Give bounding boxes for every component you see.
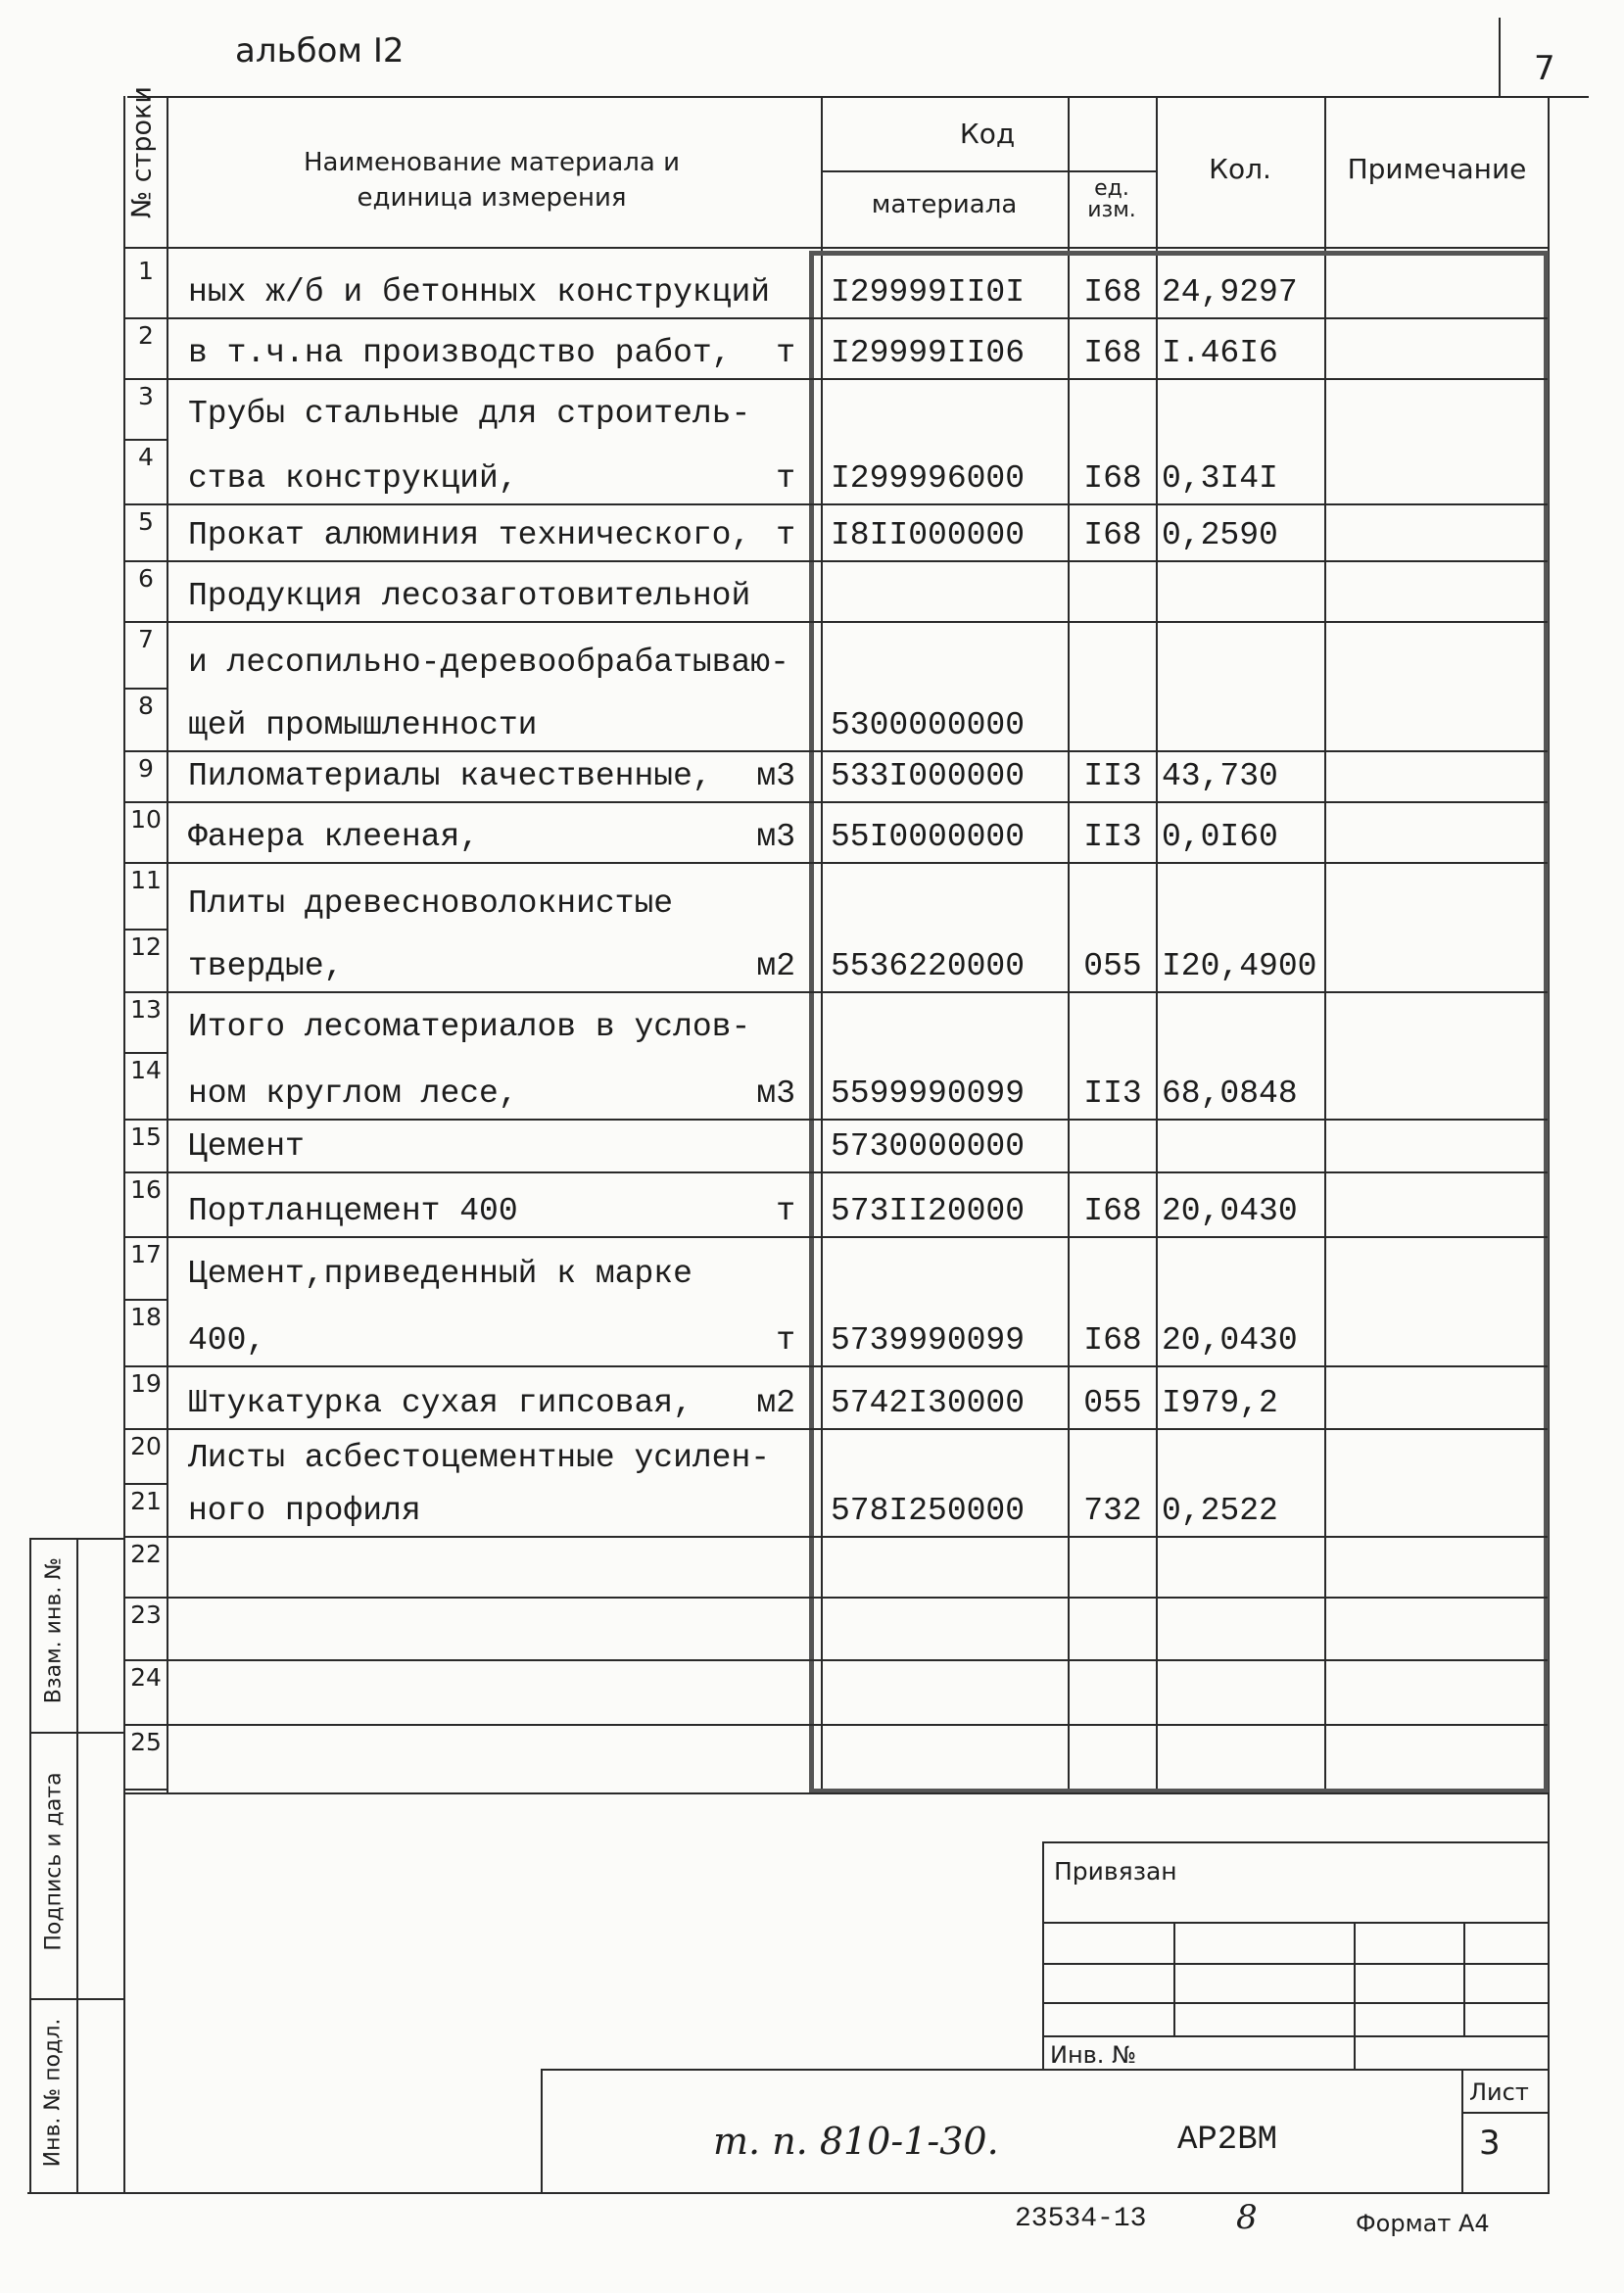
row-number: 23: [130, 1600, 162, 1629]
row-code: I8II000000: [831, 517, 1026, 553]
row-rule: [167, 750, 1548, 752]
row-code: 55I0000000: [831, 819, 1026, 855]
page-number: 7: [1534, 49, 1555, 88]
stamp-code: АР2ВМ: [1177, 2122, 1278, 2159]
row-number-rule: [123, 929, 167, 931]
row-number: 19: [130, 1369, 162, 1398]
side-inv-orig: Инв. № подл.: [40, 2018, 66, 2168]
row-number-rule: [123, 1365, 167, 1367]
row-number-rule: [123, 1299, 167, 1301]
row-rule: [167, 503, 1548, 505]
row-code: 5300000000: [831, 707, 1026, 743]
row-code: I29999II0I: [831, 274, 1026, 311]
row-rule: [167, 801, 1548, 803]
row-rule: [167, 1119, 1548, 1121]
stamp-sheet-left: [1461, 2069, 1463, 2192]
row-name: Трубы стальные для строитель-: [188, 396, 751, 432]
stamp-top: [1042, 1841, 1548, 1843]
row-qty: 24,9297: [1162, 274, 1298, 311]
row-name: ном круглом лесе,: [188, 1075, 518, 1112]
row-number-rule: [123, 688, 167, 690]
row-name: и лесопильно-деревообрабатываю-: [188, 645, 789, 681]
code-sub-line: [821, 170, 1156, 172]
row-name: Фанера клееная,: [188, 819, 480, 855]
row-name: твердые,: [188, 948, 344, 984]
row-unit: т: [776, 335, 795, 371]
row-code: 533I000000: [831, 758, 1026, 794]
row-unit-code: I68: [1083, 1193, 1142, 1229]
row-number-rule: [123, 801, 167, 803]
row-number: 20: [130, 1432, 162, 1460]
row-rule: [167, 1365, 1548, 1367]
row-rule: [167, 1597, 1548, 1599]
row-qty: 43,730: [1162, 758, 1278, 794]
corner-line: [1499, 18, 1501, 96]
row-qty: 20,0430: [1162, 1193, 1298, 1229]
col-line-unit: [1156, 96, 1158, 1792]
row-number-rule: [123, 1789, 167, 1791]
row-code: 5730000000: [831, 1128, 1026, 1165]
stamp-h4: [1042, 2035, 1548, 2037]
row-number-rule: [123, 1428, 167, 1430]
row-rule: [167, 1236, 1548, 1238]
row-number-rule: [123, 439, 167, 441]
row-number: 21: [130, 1487, 162, 1515]
row-number-rule: [123, 378, 167, 380]
row-unit-code: 055: [1083, 1385, 1142, 1421]
row-number-rule: [123, 317, 167, 319]
row-name: Пиломатериалы качественные,: [188, 758, 712, 794]
row-name: Плиты древесноволокнистые: [188, 885, 674, 922]
row-code: 573II20000: [831, 1193, 1026, 1229]
row-number-rule: [123, 1171, 167, 1173]
row-number: 8: [138, 692, 154, 720]
col-line-name: [821, 96, 823, 1792]
col-line-qty: [1324, 96, 1326, 1792]
stamp-v1: [1173, 1922, 1175, 2035]
footer-format: Формат А4: [1356, 2210, 1490, 2237]
side-left: [29, 1538, 31, 2194]
col-line-code: [1068, 96, 1070, 1792]
row-unit-code: 055: [1083, 948, 1142, 984]
row-number-rule: [123, 621, 167, 623]
row-number: 16: [130, 1175, 162, 1204]
row-code: 5742I30000: [831, 1385, 1026, 1421]
row-code: 5739990099: [831, 1322, 1026, 1359]
row-qty: 68,0848: [1162, 1075, 1298, 1112]
col-line-no: [167, 96, 168, 1792]
row-unit: м3: [756, 758, 795, 794]
row-name: Портланцемент 400: [188, 1193, 518, 1229]
row-name: Прокат алюминия технического,: [188, 517, 751, 553]
row-number-rule: [123, 1724, 167, 1726]
row-qty: I.46I6: [1162, 335, 1278, 371]
row-number: 22: [130, 1540, 162, 1568]
row-number: 4: [138, 443, 154, 471]
row-number: 5: [138, 507, 154, 536]
row-code: 5599990099: [831, 1075, 1026, 1112]
row-rule: [167, 1724, 1548, 1726]
footer-copy: 8: [1236, 2198, 1258, 2237]
row-number: 24: [130, 1663, 162, 1692]
stamp-h1: [1042, 1922, 1548, 1924]
row-number: 17: [130, 1240, 162, 1268]
stamp-sheet-no: 3: [1479, 2124, 1501, 2163]
row-number: 25: [130, 1728, 162, 1756]
row-qty: 0,3I4I: [1162, 460, 1278, 497]
row-number-rule: [123, 862, 167, 864]
frame-bottom: [27, 2192, 1550, 2194]
row-number-rule: [123, 750, 167, 752]
row-rule: [167, 621, 1548, 623]
row-unit: м2: [756, 1385, 795, 1421]
row-number: 2: [138, 321, 154, 350]
row-qty: I20,4900: [1162, 948, 1317, 984]
stamp-h2: [1042, 1963, 1548, 1965]
row-name: Цемент,приведенный к марке: [188, 1256, 693, 1292]
side-sep1: [29, 1732, 123, 1734]
row-number-rule: [123, 1052, 167, 1054]
row-number: 15: [130, 1123, 162, 1151]
row-rule: [167, 317, 1548, 319]
row-number: 14: [130, 1056, 162, 1084]
row-number-rule: [123, 1236, 167, 1238]
row-name: Листы асбестоцементные усилен-: [188, 1440, 771, 1476]
row-unit: м3: [756, 1075, 795, 1112]
stamp-sheet-label: Лист: [1469, 2078, 1529, 2106]
header-bottom: [123, 247, 1548, 249]
row-qty: I979,2: [1162, 1385, 1278, 1421]
row-number-rule: [123, 1536, 167, 1538]
row-code: 578I250000: [831, 1493, 1026, 1529]
row-number-rule: [123, 503, 167, 505]
row-number-rule: [123, 1597, 167, 1599]
row-unit-code: 732: [1083, 1493, 1142, 1529]
row-rule: [167, 862, 1548, 864]
row-qty: 0,2522: [1162, 1493, 1278, 1529]
row-name: ных ж/б и бетонных конструкций: [188, 274, 771, 311]
row-number-rule: [123, 560, 167, 562]
row-code: 5536220000: [831, 948, 1026, 984]
row-unit-code: I68: [1083, 1322, 1142, 1359]
row-unit-code: II3: [1083, 1075, 1142, 1112]
stamp-main-left: [541, 2069, 543, 2192]
row-number-rule: [123, 1659, 167, 1661]
row-unit: т: [776, 517, 795, 553]
row-unit: м2: [756, 948, 795, 984]
row-name: в т.ч.на производство работ,: [188, 335, 732, 371]
row-name: щей промышленности: [188, 707, 538, 743]
col-code-unit: ед. изм.: [1087, 176, 1136, 222]
row-qty: 20,0430: [1162, 1322, 1298, 1359]
row-name: Штукатурка сухая гипсовая,: [188, 1385, 693, 1421]
stamp-project: т. п. 810-1-30.: [713, 2120, 999, 2163]
row-unit-code: II3: [1083, 758, 1142, 794]
heavy-top: [809, 251, 1548, 256]
row-unit-code: I68: [1083, 517, 1142, 553]
row-name: 400,: [188, 1322, 266, 1359]
row-code: I29999II06: [831, 335, 1026, 371]
row-number: 9: [138, 754, 154, 783]
row-unit-code: II3: [1083, 819, 1142, 855]
row-number: 6: [138, 564, 154, 593]
row-number: 7: [138, 625, 154, 653]
row-unit-code: I68: [1083, 460, 1142, 497]
heavy-right: [1544, 251, 1549, 1792]
row-rule: [167, 378, 1548, 380]
row-name: ного профиля: [188, 1493, 421, 1529]
col-qty: Кол.: [1209, 153, 1271, 185]
stamp-sheet-mid: [1461, 2112, 1548, 2114]
side-sign-date: Подпись и дата: [41, 1772, 67, 1951]
row-name: Итого лесоматериалов в услов-: [188, 1009, 751, 1045]
stamp-main-top: [541, 2069, 1548, 2071]
stamp-inv-no: Инв. №: [1050, 2041, 1137, 2069]
top-border: [127, 96, 1589, 98]
table-end: [123, 1792, 1548, 1794]
heavy-left: [809, 251, 814, 1792]
row-name: Цемент: [188, 1128, 305, 1165]
row-number-rule: [123, 991, 167, 993]
row-number-rule: [123, 1119, 167, 1121]
row-rule: [167, 1428, 1548, 1430]
stamp-v3: [1463, 1922, 1465, 2035]
row-number: 3: [138, 382, 154, 410]
col-code-material: материала: [871, 190, 1018, 219]
row-number-rule: [123, 1483, 167, 1485]
row-qty: 0,0I60: [1162, 819, 1278, 855]
row-number: 11: [130, 866, 162, 894]
row-unit: т: [776, 1193, 795, 1229]
col-name: Наименование материала и единица измерения: [303, 148, 681, 213]
row-rule: [167, 1659, 1548, 1661]
row-number: 1: [138, 257, 154, 285]
row-unit: т: [776, 460, 795, 497]
stamp-h3: [1042, 2002, 1548, 2004]
row-qty: 0,2590: [1162, 517, 1278, 553]
row-unit: т: [776, 1322, 795, 1359]
row-name: ства конструкций,: [188, 460, 518, 497]
row-unit: м3: [756, 819, 795, 855]
row-rule: [167, 1536, 1548, 1538]
footer-order: 23534-13: [1015, 2204, 1147, 2234]
stamp-v2: [1354, 1922, 1356, 2069]
stamp-attached: Привязан: [1054, 1857, 1177, 1886]
col-row-no: № строки: [126, 86, 158, 218]
album-label: альбом I2: [235, 31, 405, 71]
frame-left: [123, 96, 125, 2192]
row-rule: [167, 560, 1548, 562]
row-number: 18: [130, 1303, 162, 1331]
row-unit-code: I68: [1083, 274, 1142, 311]
row-number: 10: [130, 805, 162, 834]
row-rule: [167, 1171, 1548, 1173]
row-rule: [167, 991, 1548, 993]
row-code: I299996000: [831, 460, 1026, 497]
row-number: 12: [130, 932, 162, 961]
row-name: Продукция лесозаготовительной: [188, 578, 751, 614]
side-replace-inv: Взам. инв. №: [41, 1556, 67, 1704]
side-inner: [76, 1538, 78, 2194]
col-note: Примечание: [1347, 153, 1527, 185]
row-unit-code: I68: [1083, 335, 1142, 371]
col-code: Код: [959, 118, 1016, 150]
row-number: 13: [130, 995, 162, 1024]
